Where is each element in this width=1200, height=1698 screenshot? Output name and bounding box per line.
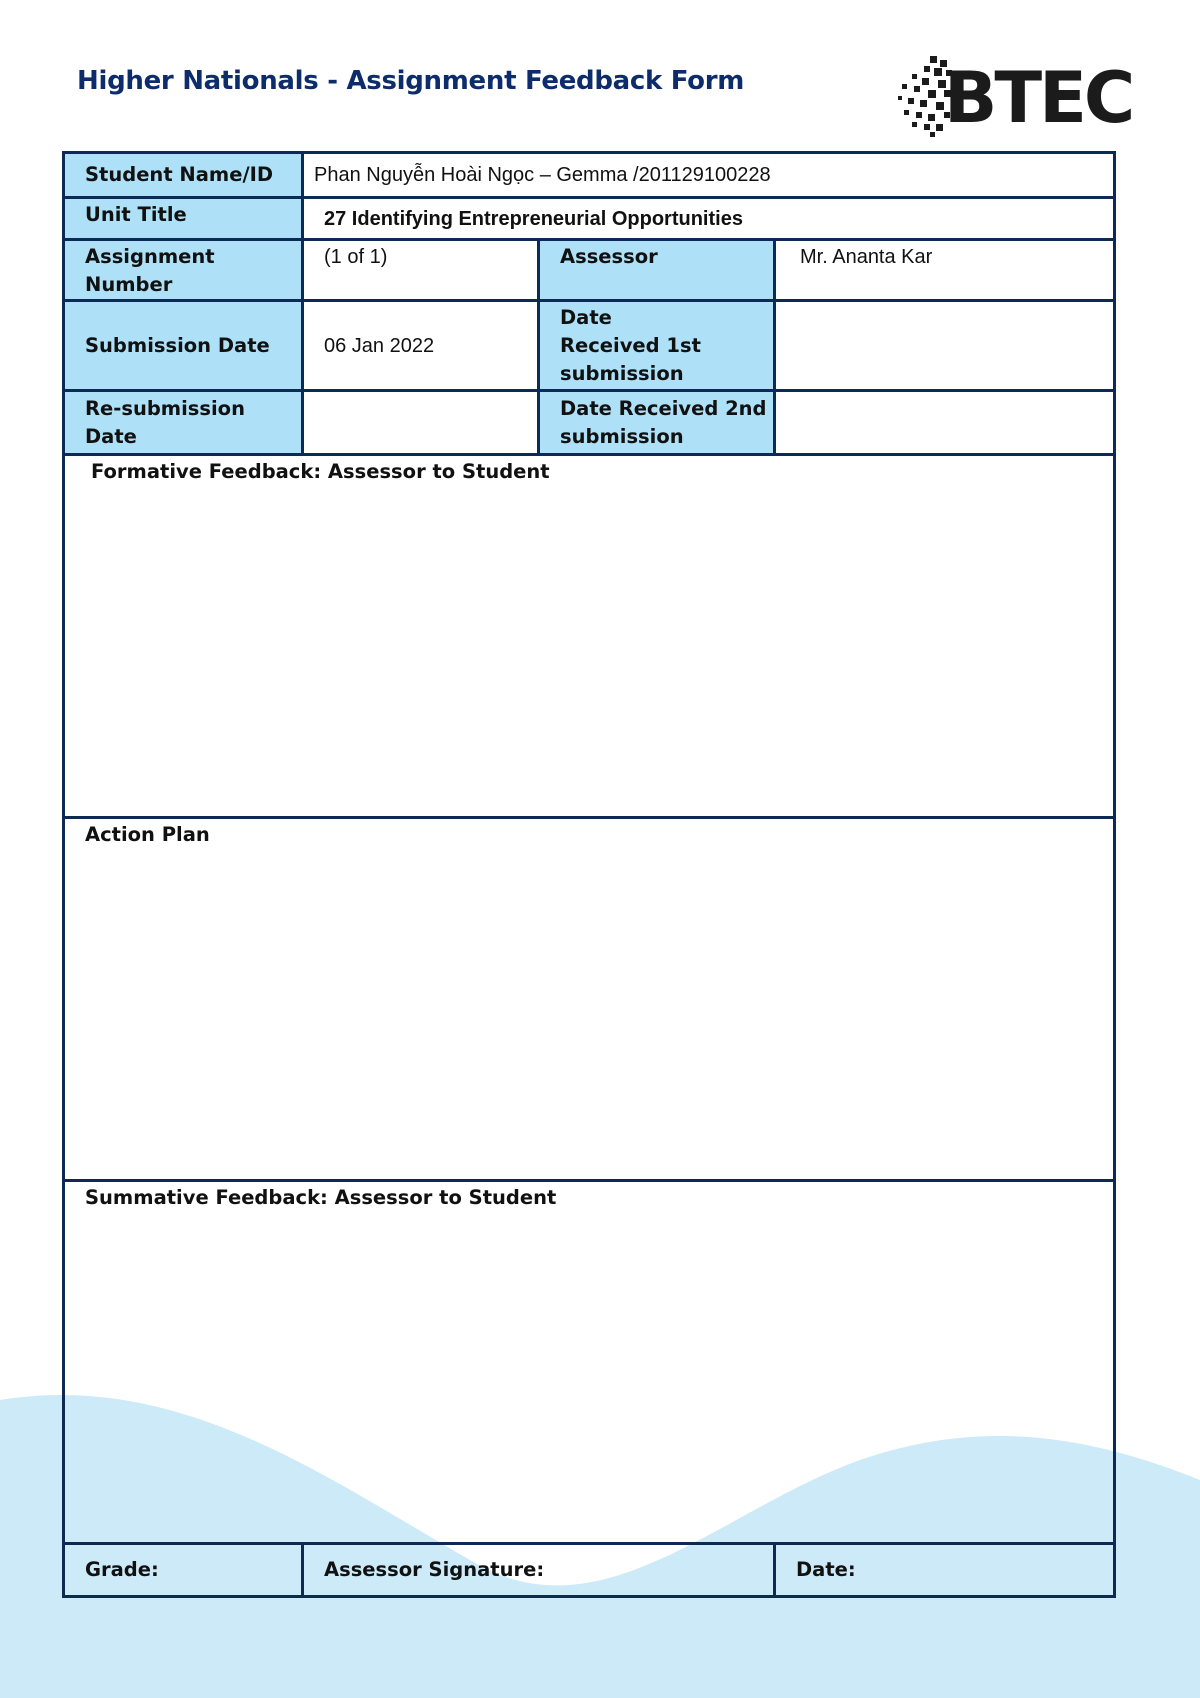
date-received-2nd-value[interactable] xyxy=(773,392,1113,453)
submission-row xyxy=(65,302,1113,392)
resubmission-date-value[interactable] xyxy=(301,392,537,453)
btec-logo xyxy=(896,54,1133,139)
unit-title-value[interactable]: 27 Identifying Entrepreneurial Opportunities xyxy=(301,199,1113,238)
resubmission-row xyxy=(65,392,1113,456)
form-title: Higher Nationals - Assignment Feedback Form xyxy=(77,66,745,96)
grade-label[interactable]: Grade: xyxy=(85,1558,159,1581)
summative-feedback-label: Summative Feedback: Assessor to Student xyxy=(85,1186,557,1209)
formative-feedback-label: Formative Feedback: Assessor to Student xyxy=(91,460,550,483)
feedback-form-table xyxy=(62,151,1116,1598)
student-row xyxy=(65,154,1113,199)
formative-feedback-section[interactable] xyxy=(65,456,1113,819)
unit-title-label: Unit Title xyxy=(65,199,301,238)
assignment-number-label: Assignment Number xyxy=(65,241,301,299)
date-received-1st-label: Date Received 1st submission xyxy=(537,302,773,389)
student-name-value[interactable]: Phan Nguyễn Hoài Ngọc – Gemma /201129100228 xyxy=(301,154,1113,196)
summative-feedback-section[interactable] xyxy=(65,1182,1113,1545)
assessor-value[interactable]: Mr. Ananta Kar xyxy=(773,241,1113,299)
date-received-2nd-label: Date Received 2nd submission xyxy=(537,392,773,453)
assignment-row xyxy=(65,241,1113,302)
submission-date-value[interactable]: 06 Jan 2022 xyxy=(301,302,537,389)
unit-title-row xyxy=(65,199,1113,241)
assessor-signature-label[interactable]: Assessor Signature: xyxy=(301,1545,773,1595)
date-label[interactable]: Date: xyxy=(773,1545,1113,1595)
logo-wordmark: BTEC xyxy=(944,57,1133,139)
action-plan-label: Action Plan xyxy=(85,823,210,846)
assignment-number-value[interactable]: (1 of 1) xyxy=(301,241,537,299)
action-plan-section[interactable] xyxy=(65,819,1113,1182)
date-received-1st-value[interactable] xyxy=(773,302,1113,389)
submission-date-label: Submission Date xyxy=(65,302,301,389)
resubmission-date-label: Re-submission Date xyxy=(65,392,301,453)
footer-row xyxy=(65,1545,1113,1595)
student-name-label: Student Name/ID xyxy=(65,154,301,196)
assessor-label: Assessor xyxy=(537,241,773,299)
